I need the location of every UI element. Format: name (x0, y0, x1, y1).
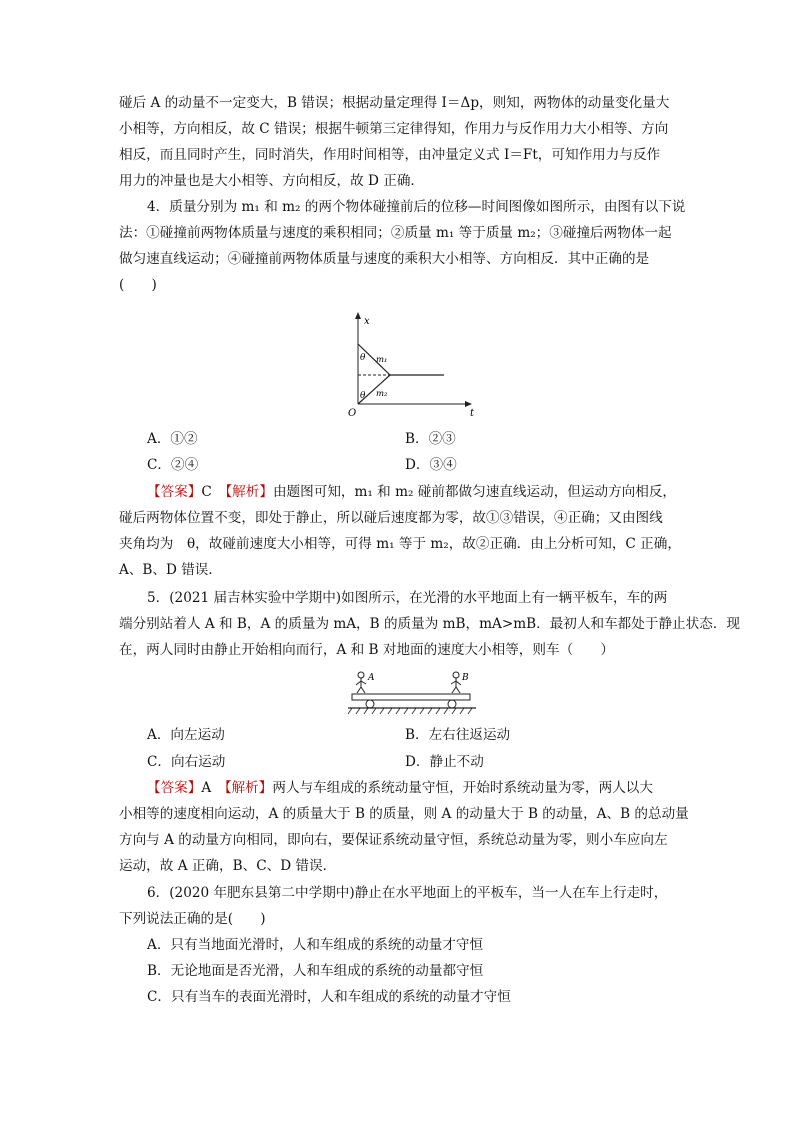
answer-tag: 【答案】 (147, 780, 202, 796)
answer-line (119, 479, 677, 505)
person-a-head (358, 672, 364, 678)
person-b-arm (456, 681, 461, 685)
q6-stem (119, 880, 677, 932)
text-line: 在，两人同时由静止开始相向而行，A 和 B 对地面的速度大小相等，则车（ ） (119, 642, 614, 658)
q5-option-a: A．向左运动 (147, 727, 225, 743)
person-a-label: A (368, 673, 375, 683)
axis-label-x: x (364, 316, 370, 327)
analysis-tag: 【解析】 (225, 484, 273, 500)
q6-option-a: A．只有当地面光滑时，人和车组成的系统的动量才守恒 (147, 937, 484, 953)
ground-hatching (348, 708, 472, 714)
person-b-leg (452, 687, 456, 693)
text-line: 由题图可知，m₁ 和 m₂ 碰前都做匀速直线运动，但运动方向相反， (272, 484, 677, 500)
text-line: A、B、D 错误． (119, 562, 222, 578)
q6-option-c: C．只有当车的表面光滑时，人和车组成的系统的动量才守恒 (147, 989, 511, 1005)
axis-label-t: t (470, 408, 475, 418)
text-line: 方向与 A 的动量方向相同，即向右，要保证系统动量守恒，系统总动量为零，则小车应向左 (119, 832, 668, 848)
person-a-arm (361, 681, 366, 684)
analysis-tag: 【解析】 (224, 780, 273, 796)
q6-options (119, 932, 677, 1010)
text-line: 端分别站着人 A 和 B，A 的质量为 mA，B 的质量为 mB，mA>mB．最初人和车都处于静止状态．现 (119, 616, 741, 632)
q3-explanation (119, 90, 677, 194)
q5-option-d: D．静止不动 (405, 754, 484, 770)
person-a-leg (357, 687, 361, 693)
q4-stem (119, 194, 686, 298)
q4-option-d: D．③④ (405, 457, 457, 473)
q6-option-b: B．无论地面是否光滑，人和车组成的系统的动量都守恒 (147, 963, 484, 979)
m2-label: m₂ (376, 389, 388, 399)
answer-tag: 【答案】 (147, 484, 202, 500)
text-line: 5．(2021 届吉林实验中学期中)如图所示，在光滑的水平地面上有一辆平板车，车的两 (147, 590, 668, 606)
q4-option-c: C．②④ (147, 457, 199, 473)
q4-xt-graph (320, 308, 480, 418)
text-line: 法：①碰撞前两物体质量与速度的乘积相同；②质量 m₁ 等于质量 m₂；③碰撞后两物体一起 (119, 225, 672, 241)
text-line: 做匀速直线运动；④碰撞前两物体质量与速度的乘积大小相等、方向相反．其中正确的是 (119, 251, 650, 267)
text-line: 夹角均为 θ，故碰前速度大小相等，可得 m₁ 等于 m₂，故②正确．由上分析可知，C 正确， (119, 536, 681, 552)
wheel-right (448, 700, 456, 708)
text-line: ( ) (119, 277, 157, 293)
angle-label-top: θ (360, 353, 366, 363)
q4-option-b: B．②③ (405, 431, 456, 447)
q5-option-c: C．向右运动 (147, 754, 226, 770)
origin-label: O (348, 408, 357, 418)
text-line: 两人与车组成的系统动量守恒，开始时系统动量为零，两人以大 (272, 780, 653, 796)
q4-option-a: A．①② (147, 431, 198, 447)
q5-stem (119, 585, 741, 663)
wheel-left (366, 700, 374, 708)
answer-line (119, 775, 677, 801)
cart-board (352, 694, 470, 700)
text-line: 碰后两物体位置不变，即处于静止，所以碰后速度都为零，故①③错误，④正确；又由图线 (119, 510, 663, 526)
text-line: 运动，故 A 正确，B、C、D 错误． (119, 858, 337, 874)
text-line: 4．质量分别为 m₁ 和 m₂ 的两个物体碰撞前后的位移—时间图像如图所示，由图有以下说 (147, 199, 686, 215)
answer-value: A (201, 780, 212, 796)
person-a-leg (361, 687, 365, 693)
text-line: 小相等的速度相向运动，A 的质量大于 B 的质量，则 A 的动量大于 B 的动量，A、B 的总动量 (119, 806, 689, 822)
person-b-label: B (462, 673, 469, 683)
q5-answer-analysis (119, 775, 689, 879)
text-line: 碰后 A 的动量不一定变大，B 错误；根据动量定理得 I＝Δp，则知，两物体的动量变化量大 (119, 95, 670, 111)
person-b-arm (451, 681, 456, 684)
text-line: 相反，而且同时产生，同时消失，作用时间相等，由冲量定义式 I＝Ft，可知作用力与反作 (119, 147, 661, 163)
y-arrow-icon (355, 312, 361, 319)
person-b-head (453, 672, 459, 678)
person-a-arm (356, 681, 361, 685)
answer-value: C (201, 484, 212, 500)
angle-label-bottom: θ (360, 391, 366, 401)
m1-label: m₁ (376, 355, 388, 365)
q5-cart-figure (348, 668, 478, 716)
text-line: 下列说法正确的是( ) (119, 911, 266, 927)
person-b-leg (456, 687, 460, 693)
q5-option-b: B．左右往返运动 (405, 727, 511, 743)
t-arrow-icon (465, 401, 472, 407)
text-line: 用力的冲量也是大小相等、方向相反，故 D 正确． (119, 173, 425, 189)
q4-answer-analysis (119, 479, 681, 583)
text-line: 6．(2020 年肥东县第二中学期中)静止在水平地面上的平板车，当一人在车上行走时， (147, 885, 668, 901)
text-line: 小相等，方向相反，故 C 错误；根据牛顿第三定律得知，作用力与反作用力大小相等、方向 (119, 121, 669, 137)
